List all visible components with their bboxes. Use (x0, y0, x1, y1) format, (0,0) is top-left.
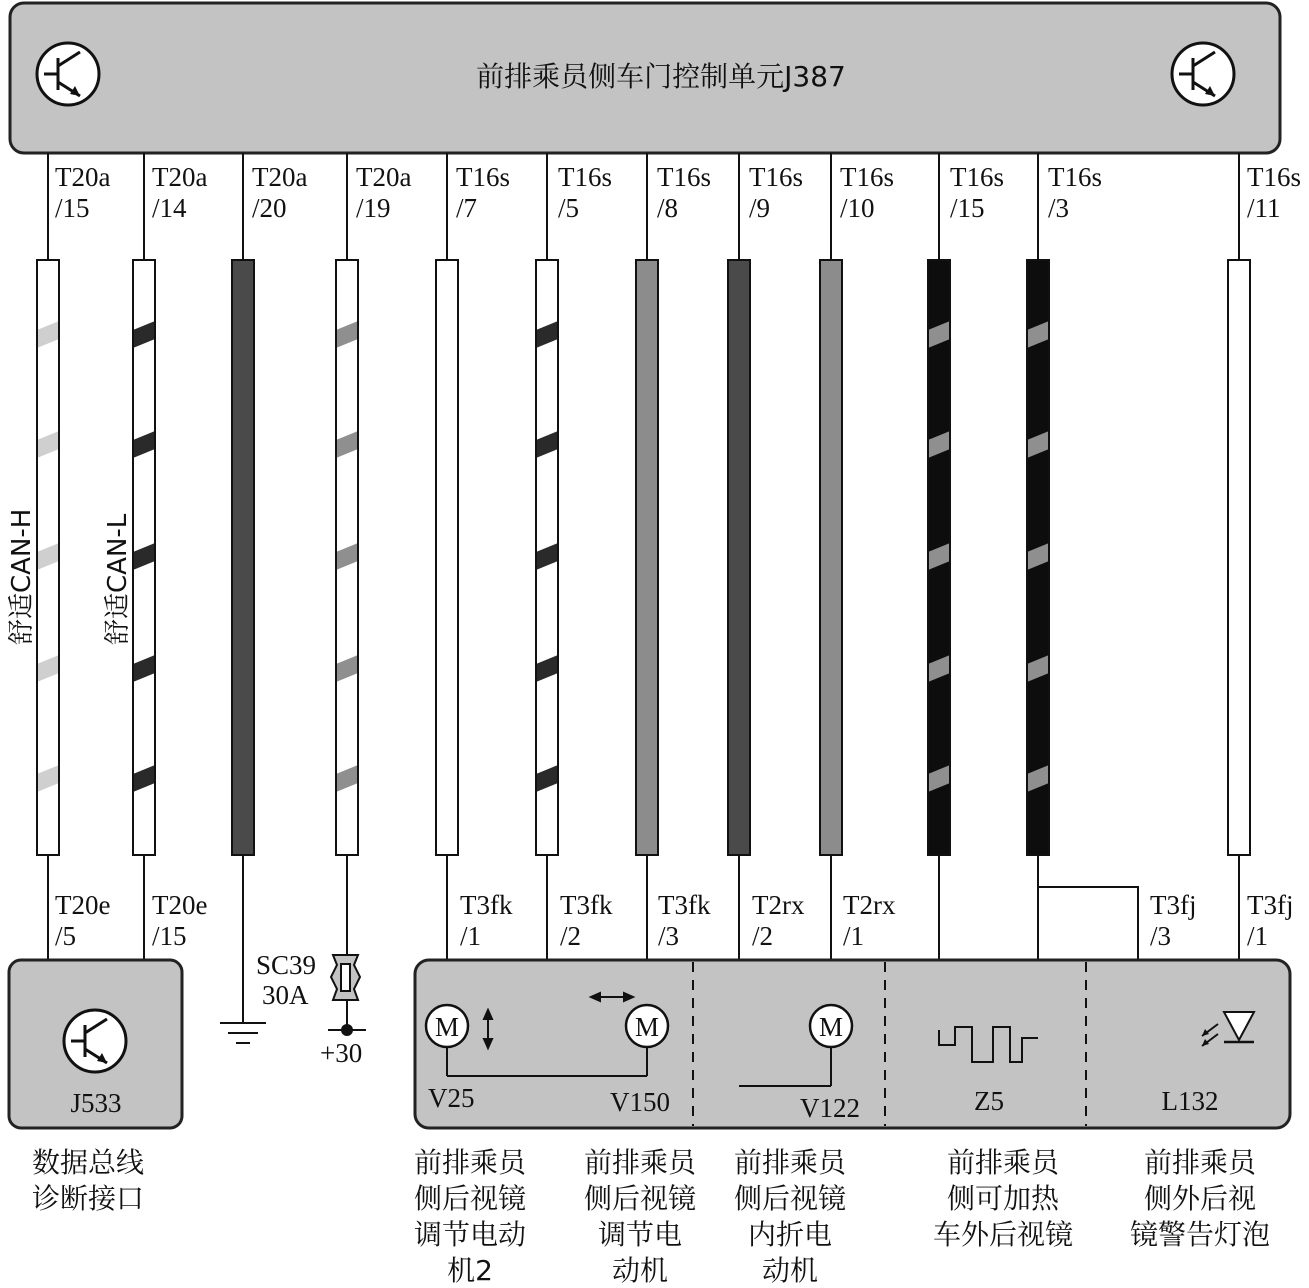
svg-text:镜警告灯泡: 镜警告灯泡 (1129, 1218, 1271, 1251)
top-pin-label (252, 162, 307, 223)
svg-text:/1: /1 (1247, 921, 1269, 951)
fuse-rating: 30A (262, 980, 309, 1010)
bottom-pin-label (1247, 890, 1294, 951)
component-id: V150 (610, 1087, 670, 1117)
svg-text:侧后视镜: 侧后视镜 (733, 1182, 847, 1215)
can-h-label: 舒适CAN-H (7, 508, 37, 645)
svg-text:/3: /3 (1048, 193, 1070, 223)
svg-text:/20: /20 (252, 193, 287, 223)
supply-label: +30 (320, 1038, 363, 1068)
svg-text:M: M (634, 1012, 660, 1042)
svg-text:侧后视镜: 侧后视镜 (583, 1182, 697, 1215)
bottom-pin-label (560, 890, 613, 951)
svg-text:侧外后视: 侧外后视 (1143, 1182, 1257, 1215)
svg-text:/1: /1 (843, 921, 865, 951)
top-pin-label (356, 162, 411, 223)
svg-text:前排乘员: 前排乘员 (1143, 1146, 1257, 1179)
svg-text:T20a: T20a (252, 162, 308, 192)
wire-t16s-8 (636, 260, 658, 855)
svg-text:/2: /2 (560, 921, 582, 951)
svg-text:M: M (818, 1012, 844, 1042)
bottom-pin-label (55, 890, 110, 951)
svg-text:/3: /3 (1150, 921, 1172, 951)
svg-text:/3: /3 (658, 921, 680, 951)
component-id: L132 (1161, 1086, 1219, 1116)
component-id: V25 (428, 1083, 475, 1113)
top-pin-label (657, 162, 711, 223)
wire-t16s-9 (728, 260, 750, 855)
svg-text:T20a: T20a (356, 162, 412, 192)
svg-text:T20e: T20e (55, 890, 111, 920)
wire-can-h (37, 260, 59, 855)
transistor-icon (37, 43, 99, 105)
svg-text:T20e: T20e (152, 890, 208, 920)
svg-text:/15: /15 (55, 193, 90, 223)
svg-text:/15: /15 (950, 193, 985, 223)
motor-icon (810, 1005, 852, 1047)
motor-icon (626, 1005, 668, 1047)
fuse-name: SC39 (256, 950, 317, 980)
gateway-caption-line: 诊断接口 (31, 1182, 145, 1215)
transistor-icon (1172, 43, 1234, 105)
wire-t16s-15 (928, 260, 950, 855)
svg-text:T3fj: T3fj (1247, 890, 1294, 920)
component-caption (734, 1146, 848, 1287)
svg-text:T2rx: T2rx (752, 890, 805, 920)
svg-text:T16s: T16s (1247, 162, 1301, 192)
svg-text:/14: /14 (152, 193, 187, 223)
svg-text:机2: 机2 (447, 1254, 493, 1287)
component-caption (1130, 1146, 1270, 1251)
svg-text:侧可加热: 侧可加热 (946, 1182, 1060, 1215)
top-pin-label (950, 162, 1004, 223)
svg-text:T16s: T16s (657, 162, 711, 192)
wire-bundle (37, 260, 1250, 855)
svg-text:前排乘员: 前排乘员 (733, 1146, 847, 1179)
svg-text:T3fk: T3fk (460, 890, 513, 920)
component-id: V122 (800, 1093, 860, 1123)
top-pin-label (840, 162, 894, 223)
bottom-pin-label (460, 890, 513, 951)
svg-text:T3fk: T3fk (658, 890, 711, 920)
svg-text:/9: /9 (749, 193, 771, 223)
component-caption (933, 1146, 1073, 1251)
top-pin-label (558, 162, 612, 223)
svg-text:/7: /7 (456, 193, 478, 223)
top-pin-label (456, 162, 510, 223)
terminal-30-icon (328, 1024, 366, 1036)
svg-text:前排乘员: 前排乘员 (413, 1146, 527, 1179)
gateway-id: J533 (70, 1088, 122, 1118)
svg-text:T16s: T16s (1048, 162, 1102, 192)
svg-text:T16s: T16s (950, 162, 1004, 192)
top-pin-label (152, 162, 207, 223)
wire-supply (336, 260, 358, 855)
svg-text:动机: 动机 (611, 1254, 669, 1287)
fuse-icon (331, 955, 360, 1000)
top-pin-label (1247, 162, 1301, 223)
svg-text:动机: 动机 (761, 1254, 819, 1287)
svg-text:T2rx: T2rx (843, 890, 896, 920)
wire-can-l (133, 260, 155, 855)
svg-text:调节电: 调节电 (597, 1218, 683, 1251)
wire-t16s-5 (536, 260, 558, 855)
svg-text:调节电动: 调节电动 (413, 1218, 527, 1251)
component-caption (414, 1146, 528, 1287)
svg-text:/8: /8 (657, 193, 679, 223)
bottom-pin-label (1150, 890, 1197, 951)
bottom-pin-label (843, 890, 896, 951)
svg-text:T16s: T16s (749, 162, 803, 192)
svg-text:T16s: T16s (456, 162, 510, 192)
svg-text:前排乘员: 前排乘员 (583, 1146, 697, 1179)
svg-text:T3fk: T3fk (560, 890, 613, 920)
top-pin-label (749, 162, 803, 223)
control-unit-title: 前排乘员侧车门控制单元J387 (476, 60, 846, 93)
svg-text:T16s: T16s (840, 162, 894, 192)
svg-text:/15: /15 (152, 921, 187, 951)
ground-icon (220, 1023, 266, 1043)
svg-text:侧后视镜: 侧后视镜 (413, 1182, 527, 1215)
top-pin-label (1048, 162, 1102, 223)
transistor-icon (64, 1010, 126, 1072)
svg-text:/2: /2 (752, 921, 774, 951)
wire-t16s-10 (820, 260, 842, 855)
svg-text:/5: /5 (55, 921, 77, 951)
wire-t16s-11 (1228, 260, 1250, 855)
svg-text:/1: /1 (460, 921, 482, 951)
svg-text:/5: /5 (558, 193, 580, 223)
svg-text:内折电: 内折电 (747, 1218, 833, 1251)
svg-text:T20a: T20a (55, 162, 111, 192)
bottom-pin-label (658, 890, 711, 951)
svg-text:T3fj: T3fj (1150, 890, 1197, 920)
wire-ground (232, 260, 254, 855)
svg-text:M: M (434, 1012, 460, 1042)
bottom-pin-label (752, 890, 805, 951)
svg-text:/10: /10 (840, 193, 875, 223)
svg-text:T20a: T20a (152, 162, 208, 192)
svg-text:车外后视镜: 车外后视镜 (932, 1218, 1074, 1251)
top-pin-label (55, 162, 110, 223)
component-id: Z5 (974, 1086, 1004, 1116)
svg-text:/19: /19 (356, 193, 391, 223)
svg-text:T16s: T16s (558, 162, 612, 192)
bottom-pin-label (152, 890, 207, 951)
motor-icon (426, 1005, 468, 1047)
wire-t16s-3 (1027, 260, 1049, 855)
can-l-label: 舒适CAN-L (103, 513, 133, 645)
component-caption (584, 1146, 698, 1287)
wire-t16s-7 (436, 260, 458, 855)
svg-text:前排乘员: 前排乘员 (946, 1146, 1060, 1179)
gateway-caption-line: 数据总线 (31, 1146, 145, 1179)
svg-text:/11: /11 (1247, 193, 1281, 223)
